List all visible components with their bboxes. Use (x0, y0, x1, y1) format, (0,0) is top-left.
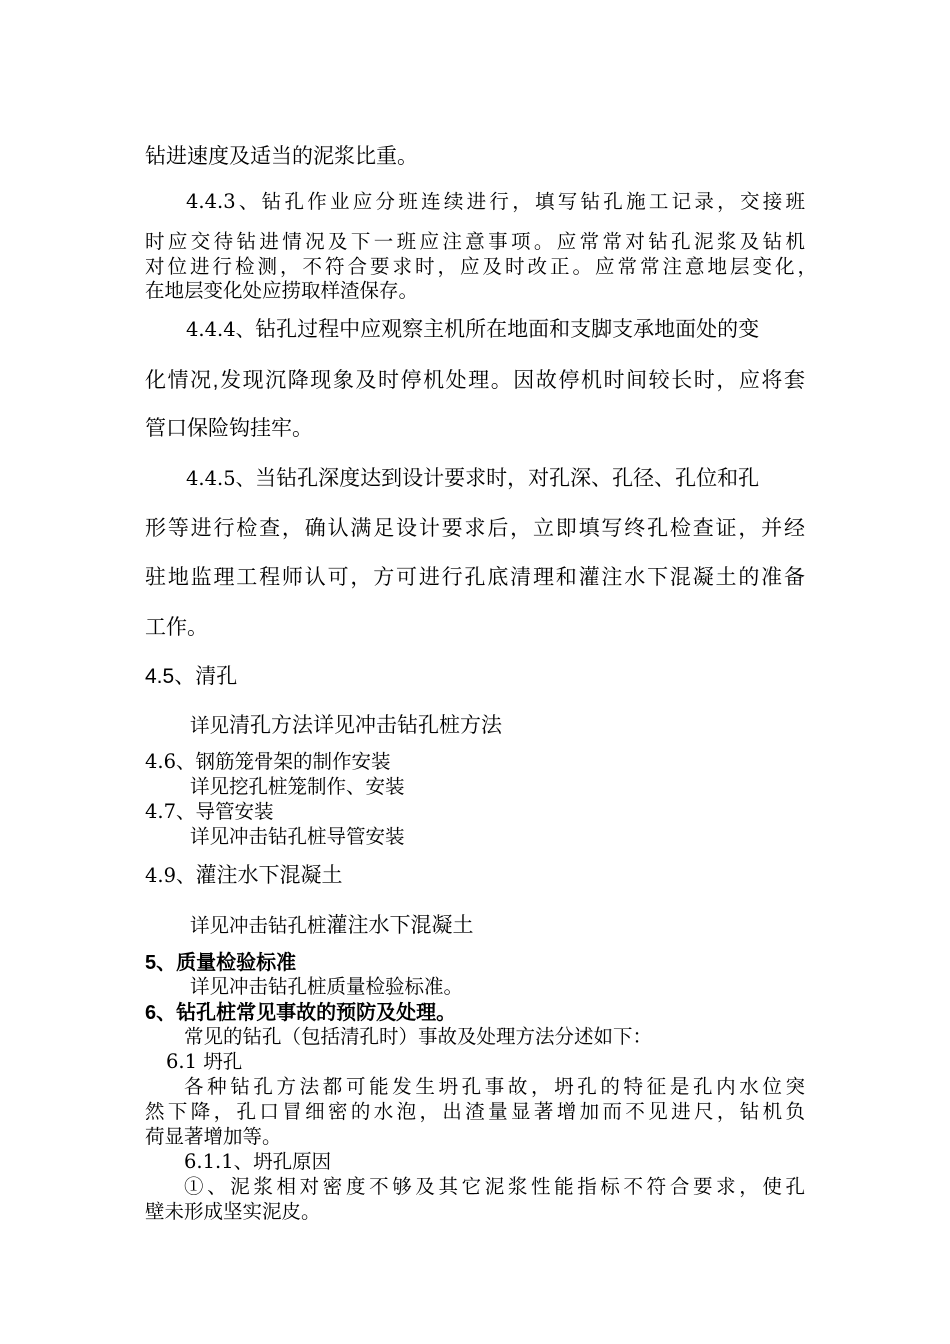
paragraph-line: 工作。 (145, 616, 208, 639)
paragraph-line: 管口保险钩挂牢。 (145, 417, 313, 440)
paragraph-prefix: 详见 (190, 714, 230, 737)
paragraph-text: 当钻孔深度达到设计要求时，对孔深、孔径、孔位和孔 (255, 467, 760, 490)
paragraph-line: 在地层变化处应捞取样渣保存。 (145, 279, 419, 302)
section-number: 4.4.5、 (186, 467, 256, 490)
section-heading (145, 859, 343, 889)
section-heading: 6、钻孔桩常见事故的预防及处理。 (145, 1002, 457, 1024)
paragraph-prefix: 详见冲击钻孔桩 (190, 914, 327, 937)
paragraph-line: 化情况,发现沉降现象及时停机处理。因故停机时间较长时，应将套 (145, 369, 805, 392)
paragraph-text: 清孔方法详见冲击钻孔桩方法 (229, 714, 503, 737)
section-number: 4.4.4、 (186, 318, 256, 341)
paragraph-line: 然下降，孔口冒细密的水泡，出渣量显著增加而不见进尺，钻机负 (145, 1100, 805, 1123)
paragraph-line: ①、泥浆相对密度不够及其它泥浆性能指标不符合要求，使孔 (184, 1175, 805, 1198)
section-heading: 6.1 坍孔 (166, 1050, 243, 1073)
paragraph-line (190, 909, 474, 939)
paragraph-text: 灌注水下混凝土 (326, 914, 474, 937)
paragraph-line: 详见冲击钻孔桩导管安装 (190, 825, 405, 848)
paragraph-line: 钻进速度及适当的泥浆比重。 (145, 145, 418, 168)
section-heading: 4.6、钢筋笼骨架的制作安装 (145, 750, 391, 773)
paragraph-line: 各种钻孔方法都可能发生坍孔事故，坍孔的特征是孔内水位突 (184, 1075, 805, 1098)
paragraph-line: 形等进行检查，确认满足设计要求后，立即填写终孔检查证，并经 (145, 517, 805, 540)
section-title: 灌注水下混凝土 (195, 864, 343, 887)
paragraph-line: 壁未形成坚实泥皮。 (145, 1200, 321, 1223)
section-number: 4.9、 (145, 864, 196, 887)
section-heading: 4.5、清孔 (145, 665, 238, 688)
paragraph-line (186, 462, 759, 492)
paragraph-line: 时应交待钻进情况及下一班应注意事项。应常常对钻孔泥浆及钻机 (145, 230, 805, 253)
paragraph-text: 钻孔过程中应观察主机所在地面和支脚支承地面处的变 (255, 318, 760, 341)
paragraph-line: 对位进行检测，不符合要求时，应及时改正。应常常注意地层变化， (145, 255, 817, 278)
paragraph-line: 详见冲击钻孔桩质量检验标准。 (190, 975, 464, 998)
paragraph-line: 驻地监理工程师认可，方可进行孔底清理和灌注水下混凝土的准备 (145, 566, 805, 589)
section-heading: 6.1.1、坍孔原因 (184, 1150, 332, 1173)
paragraph-line (186, 313, 759, 343)
section-heading: 5、质量检验标准 (145, 952, 297, 974)
paragraph-line (190, 709, 502, 739)
paragraph-line: 4.4.3、钻孔作业应分班连续进行，填写钻孔施工记录，交接班 (186, 190, 805, 213)
section-heading: 4.7、导管安装 (145, 800, 274, 823)
paragraph-line: 荷显著增加等。 (145, 1125, 282, 1148)
paragraph-line: 常见的钻孔（包括清孔时）事故及处理方法分述如下： (184, 1025, 653, 1048)
paragraph-line: 详见挖孔桩笼制作、安装 (190, 775, 405, 798)
